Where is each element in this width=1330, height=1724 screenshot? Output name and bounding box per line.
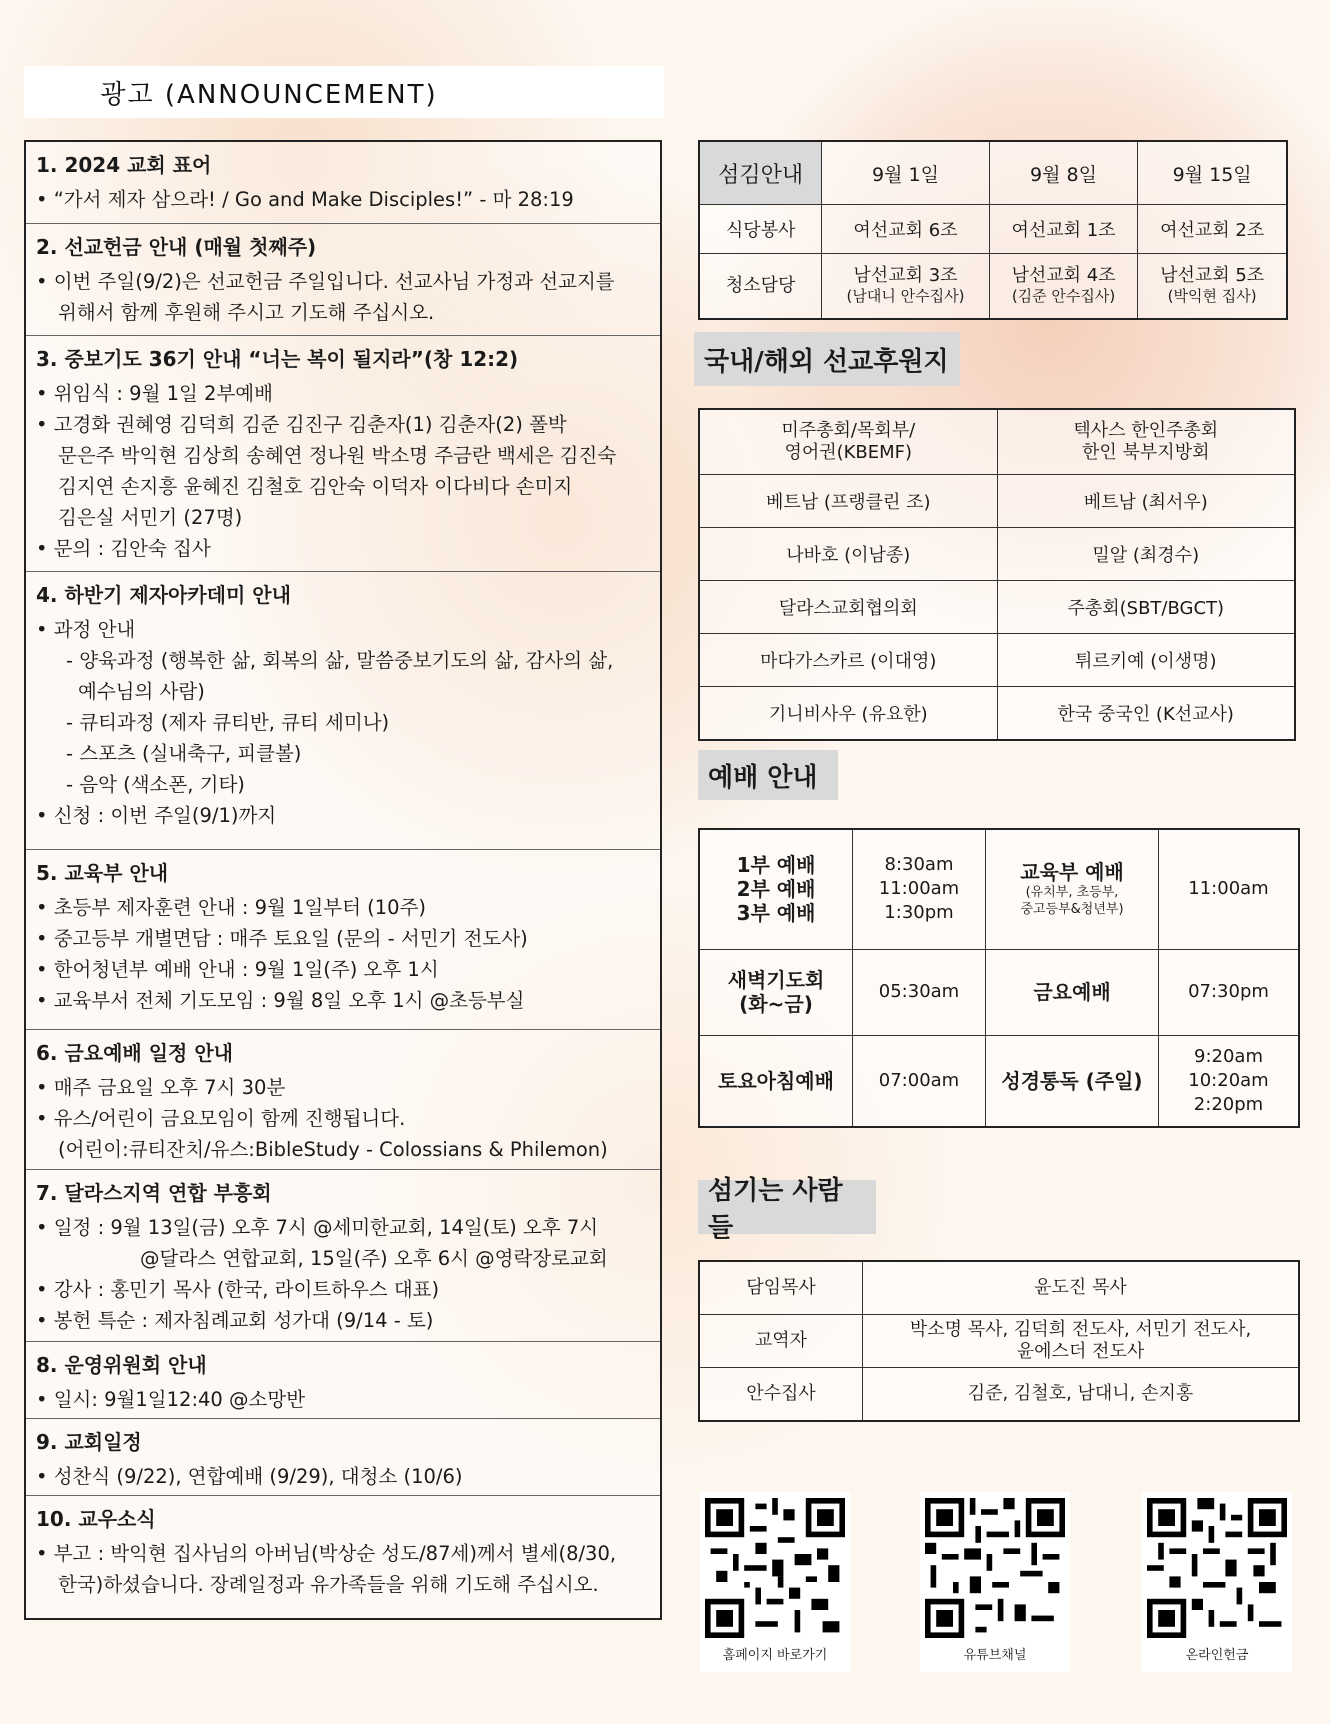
friday-service-time: 07:30pm <box>1159 949 1300 1035</box>
cleaning-leader: (박익현 집사) <box>1167 287 1257 305</box>
mission-cell: 한국 중국인 (K선교사) <box>997 687 1295 741</box>
sunday-services-times <box>853 829 986 949</box>
section-line: • 부고 : 박익현 집사님의 아버님(박상순 성도/87세)께서 별세(8/30, <box>36 1542 617 1565</box>
announcement-section-2 <box>26 224 660 336</box>
bible-reading-time: 10:20am <box>1188 1069 1269 1091</box>
cleaning-cell <box>1138 254 1287 320</box>
staff-table <box>698 1260 1300 1422</box>
service-name: 2부 예배 <box>736 877 816 902</box>
header-line: 텍사스 한인주총회 <box>1073 420 1219 441</box>
online-offering-qr[interactable] <box>1142 1492 1292 1672</box>
dawn-prayer-days: (화~금) <box>739 992 813 1016</box>
homepage-qr[interactable] <box>700 1492 850 1672</box>
announcement-section-8 <box>26 1342 660 1419</box>
section-title: 2. 선교헌금 안내 (매월 첫째주) <box>36 235 317 259</box>
cleaning-label: 청소담당 <box>699 254 822 320</box>
mission-column-header <box>997 409 1295 475</box>
serving-date: 9월 1일 <box>822 141 990 205</box>
saturday-service-time: 07:00am <box>853 1035 986 1127</box>
cleaning-leader: (남대니 안수집사) <box>846 287 965 305</box>
worship-heading: 예배 안내 <box>698 750 838 800</box>
section-line: • 문의 : 김안숙 집사 <box>36 537 211 560</box>
mission-cell: 베트남 (최서우) <box>997 475 1295 528</box>
section-line: • 중고등부 개별면담 : 매주 토요일 (문의 - 서민기 전도사) <box>36 927 528 950</box>
section-title: 7. 달라스지역 연합 부흥회 <box>36 1181 272 1205</box>
bible-reading-times <box>1159 1035 1300 1127</box>
cleaning-cell <box>822 254 990 320</box>
qr-caption: 온라인헌금 <box>1185 1648 1249 1663</box>
mission-cell: 마다가스카르 (이대영) <box>699 634 997 687</box>
section-line: • 성찬식 (9/22), 연합예배 (9/29), 대청소 (10/6) <box>36 1465 463 1488</box>
announcement-section-9 <box>26 1419 660 1496</box>
bible-reading-time: 2:20pm <box>1193 1093 1264 1115</box>
mission-heading: 국내/해외 선교후원지 <box>694 332 960 386</box>
mission-column-header <box>699 409 997 475</box>
section-line: • 봉헌 특순 : 제자침례교회 성가대 (9/14 - 토) <box>36 1309 434 1332</box>
announcement-section-7 <box>26 1170 660 1342</box>
announcement-list <box>24 140 662 1620</box>
dining-service-cell: 여선교회 2조 <box>1138 205 1287 254</box>
section-line: - 스포츠 (실내축구, 피클볼) <box>66 742 302 765</box>
qr-code-icon <box>925 1498 1065 1638</box>
staff-role: 담임목사 <box>699 1261 863 1315</box>
dining-service-cell: 여선교회 1조 <box>989 205 1137 254</box>
announcement-section-5 <box>26 850 660 1030</box>
section-line: 위해서 함께 후원해 주시고 기도해 주십시오. <box>58 301 435 324</box>
announcement-title-bar <box>24 66 664 118</box>
mission-table <box>698 408 1296 741</box>
service-time: 1:30pm <box>884 902 954 924</box>
qr-code-icon <box>705 1498 845 1638</box>
section-line: 김은실 서민기 (27명) <box>58 506 243 529</box>
section-line: @달라스 연합교회, 15일(주) 오후 6시 @영락장로교회 <box>140 1247 608 1270</box>
service-time: 8:30am <box>884 854 954 876</box>
mission-cell: 밀알 (최경수) <box>997 528 1295 581</box>
dawn-prayer-name-cell <box>699 949 853 1035</box>
dining-service-label: 식당봉사 <box>699 205 822 254</box>
page-title: 광고 (ANNOUNCEMENT) <box>100 79 438 110</box>
section-line: • 교육부서 전체 기도모임 : 9월 8일 오후 1시 @초등부실 <box>36 989 525 1012</box>
staff-role: 교역자 <box>699 1315 863 1368</box>
section-line: - 음악 (색소폰, 기타) <box>66 773 245 796</box>
qr-code-icon <box>1147 1498 1287 1638</box>
section-line: • 위임식 : 9월 1일 2부예배 <box>36 382 273 405</box>
dawn-prayer-time: 05:30am <box>853 949 986 1035</box>
section-line: • 신청 : 이번 주일(9/1)까지 <box>36 804 277 827</box>
announcement-section-10 <box>26 1496 660 1616</box>
mission-cell: 기니비사우 (유요한) <box>699 687 997 741</box>
bible-reading-name: 성경통독 (주일) <box>986 1035 1159 1127</box>
announcement-section-6 <box>26 1030 660 1170</box>
section-line: • 일시: 9월1일12:40 @소망반 <box>36 1388 306 1411</box>
service-name: 3부 예배 <box>736 901 816 926</box>
mission-cell: 주총회(SBT/BGCT) <box>997 581 1295 634</box>
serving-header-label: 섬김안내 <box>699 141 822 205</box>
dawn-prayer-name: 새벽기도회 <box>727 968 825 992</box>
mission-cell: 튀르키예 (이생명) <box>997 634 1295 687</box>
serving-schedule-table <box>698 140 1288 320</box>
staff-names <box>863 1261 1300 1315</box>
education-service-name: 교육부 예배 <box>1020 860 1124 885</box>
section-title: 8. 운영위원회 안내 <box>36 1353 207 1377</box>
serving-date: 9월 8일 <box>989 141 1137 205</box>
education-service-name-cell <box>986 829 1159 949</box>
section-line: • 매주 금요일 오후 7시 30분 <box>36 1076 286 1099</box>
qr-caption: 유튜브채널 <box>963 1648 1027 1663</box>
staff-role: 안수집사 <box>699 1368 863 1422</box>
staff-heading: 섬기는 사람들 <box>698 1180 876 1234</box>
section-title: 4. 하반기 제자아카데미 안내 <box>36 583 291 607</box>
section-line: • 고경화 권혜영 김덕희 김준 김진구 김춘자(1) 김춘자(2) 폴박 <box>36 413 567 436</box>
header-line: 미주총회/목회부/ <box>781 420 916 441</box>
dining-service-cell: 여선교회 6조 <box>822 205 990 254</box>
section-line: 예수님의 사람) <box>78 680 205 703</box>
mission-cell: 베트남 (프랭클린 조) <box>699 475 997 528</box>
section-line: • “가서 제자 삼으라! / Go and Make Disciples!” - 마 28:19 <box>36 188 574 211</box>
serving-date: 9월 15일 <box>1138 141 1287 205</box>
service-name: 1부 예배 <box>736 853 816 878</box>
section-title: 5. 교육부 안내 <box>36 861 169 885</box>
education-service-sub: 중고등부&청년부) <box>1020 902 1124 918</box>
header-line: 영어권(KBEMF) <box>784 442 913 463</box>
staff-name-line: 박소명 목사, 김덕희 전도사, 서민기 전도사, <box>909 1319 1252 1340</box>
section-line: (어린이:큐티잔치/유스:BibleStudy - Colossians & Philemon) <box>58 1138 608 1161</box>
header-line: 한인 북부지방회 <box>1082 442 1210 463</box>
cleaning-team: 남선교회 3조 <box>853 265 958 286</box>
section-line: 김지연 손지흥 윤혜진 김철호 김안숙 이덕자 이다비다 손미지 <box>58 475 573 498</box>
staff-name-line: 윤도진 목사 <box>1034 1277 1127 1298</box>
announcement-section-3 <box>26 336 660 572</box>
cleaning-cell <box>989 254 1137 320</box>
saturday-service-name: 토요아침예배 <box>699 1035 853 1127</box>
bible-reading-time: 9:20am <box>1194 1045 1263 1067</box>
cleaning-team: 남선교회 4조 <box>1011 265 1116 286</box>
section-line: • 한어청년부 예배 안내 : 9월 1일(주) 오후 1시 <box>36 958 439 981</box>
youtube-qr[interactable] <box>920 1492 1070 1672</box>
mission-cell: 달라스교회협의회 <box>699 581 997 634</box>
section-line: • 유스/어린이 금요모임이 함께 진행됩니다. <box>36 1107 406 1130</box>
section-title: 3. 중보기도 36기 안내 “너는 복이 될지라”(창 12:2) <box>36 347 519 371</box>
section-title: 9. 교회일정 <box>36 1430 142 1454</box>
friday-service-name: 금요예배 <box>986 949 1159 1035</box>
education-service-time: 11:00am <box>1159 829 1300 949</box>
section-line: 한국)하셨습니다. 장례일정과 유가족들을 위해 기도해 주십시오. <box>58 1573 599 1596</box>
section-line: - 양육과정 (행복한 삶, 회복의 삶, 말씀중보기도의 삶, 감사의 삶, <box>66 649 614 672</box>
section-line: 문은주 박익현 김상희 송혜연 정나원 박소명 주금란 백세은 김진숙 <box>58 444 617 467</box>
section-title: 1. 2024 교회 표어 <box>36 153 212 177</box>
cleaning-team: 남선교회 5조 <box>1160 265 1265 286</box>
section-title: 6. 금요예배 일정 안내 <box>36 1041 233 1065</box>
section-line: • 초등부 제자훈련 안내 : 9월 1일부터 (10주) <box>36 896 427 919</box>
section-line: • 이번 주일(9/2)은 선교헌금 주일입니다. 선교사님 가정과 선교지를 <box>36 270 615 293</box>
section-title: 10. 교우소식 <box>36 1507 156 1531</box>
qr-caption: 홈페이지 바로가기 <box>722 1648 828 1663</box>
education-service-sub: (유치부, 초등부, <box>1025 885 1119 901</box>
cleaning-leader: (김준 안수집사) <box>1011 287 1116 305</box>
section-line: - 큐티과정 (제자 큐티반, 큐티 세미나) <box>66 711 390 734</box>
service-time: 11:00am <box>878 878 960 900</box>
staff-names <box>863 1315 1300 1368</box>
announcement-section-4 <box>26 572 660 850</box>
worship-schedule-table <box>698 828 1300 1128</box>
mission-cell: 나바호 (이남종) <box>699 528 997 581</box>
section-line: • 강사 : 홍민기 목사 (한국, 라이트하우스 대표) <box>36 1278 440 1301</box>
announcement-section-1 <box>26 142 660 224</box>
sunday-services-names <box>699 829 853 949</box>
section-line: • 일정 : 9월 13일(금) 오후 7시 @세미한교회, 14일(토) 오후 7시 <box>36 1216 599 1239</box>
section-line: • 과정 안내 <box>36 618 136 641</box>
staff-names <box>863 1368 1300 1422</box>
staff-name-line: 김준, 김철호, 남대니, 손지홍 <box>967 1383 1194 1404</box>
staff-name-line: 윤에스더 전도사 <box>1016 1341 1145 1362</box>
